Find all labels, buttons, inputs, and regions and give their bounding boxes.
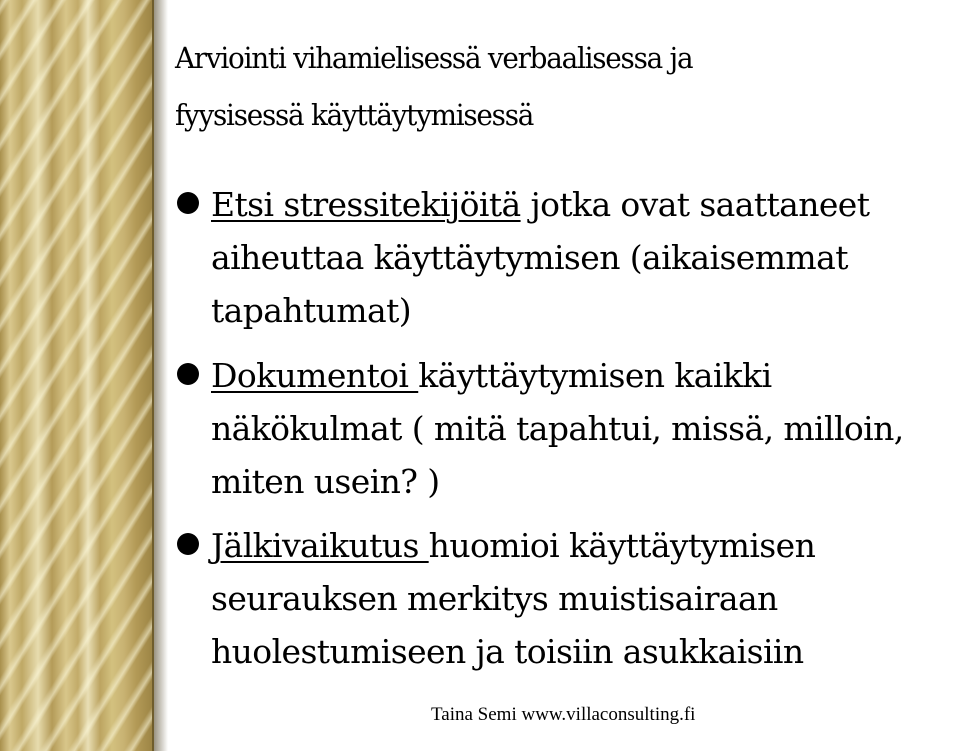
bullet-underlined-term: Etsi stressitekijöitä: [211, 185, 521, 224]
slide-title: [175, 30, 924, 144]
bullet-dot-icon: [177, 363, 199, 385]
bullet-underlined-term: Dokumentoi: [211, 356, 419, 395]
bullet-body: käyttäytymisen kaikki näkökulmat ( mitä tapahtui, missä, milloin, miten usein? ): [211, 356, 904, 501]
title-line-2: fyysisessä käyttäytymisessä: [175, 98, 534, 132]
bullet-text: [211, 519, 960, 678]
title-line-1: Arviointi vihamielisessä verbaalisessa ja: [175, 41, 693, 75]
bullet-text: [211, 178, 960, 337]
bullet-dot-icon: [177, 533, 199, 555]
decorative-gold-strip: [0, 0, 152, 751]
strip-shadow: [154, 0, 168, 751]
bullet-body: huomioi käyttäytymisen seurauksen merkitys muistisairaan huolestumiseen ja toisiin asukkaisiin: [211, 526, 816, 671]
slide-footer: Taina Semi www.villaconsulting.fi: [431, 704, 696, 725]
bullet-dot-icon: [177, 192, 199, 214]
bullet-underlined-term: Jälkivaikutus: [211, 526, 429, 565]
bullet-text: [211, 349, 960, 508]
bullet-body: jotka ovat saattaneet aiheuttaa käyttäytymisen (aikaisemmat tapahtumat): [211, 185, 870, 330]
